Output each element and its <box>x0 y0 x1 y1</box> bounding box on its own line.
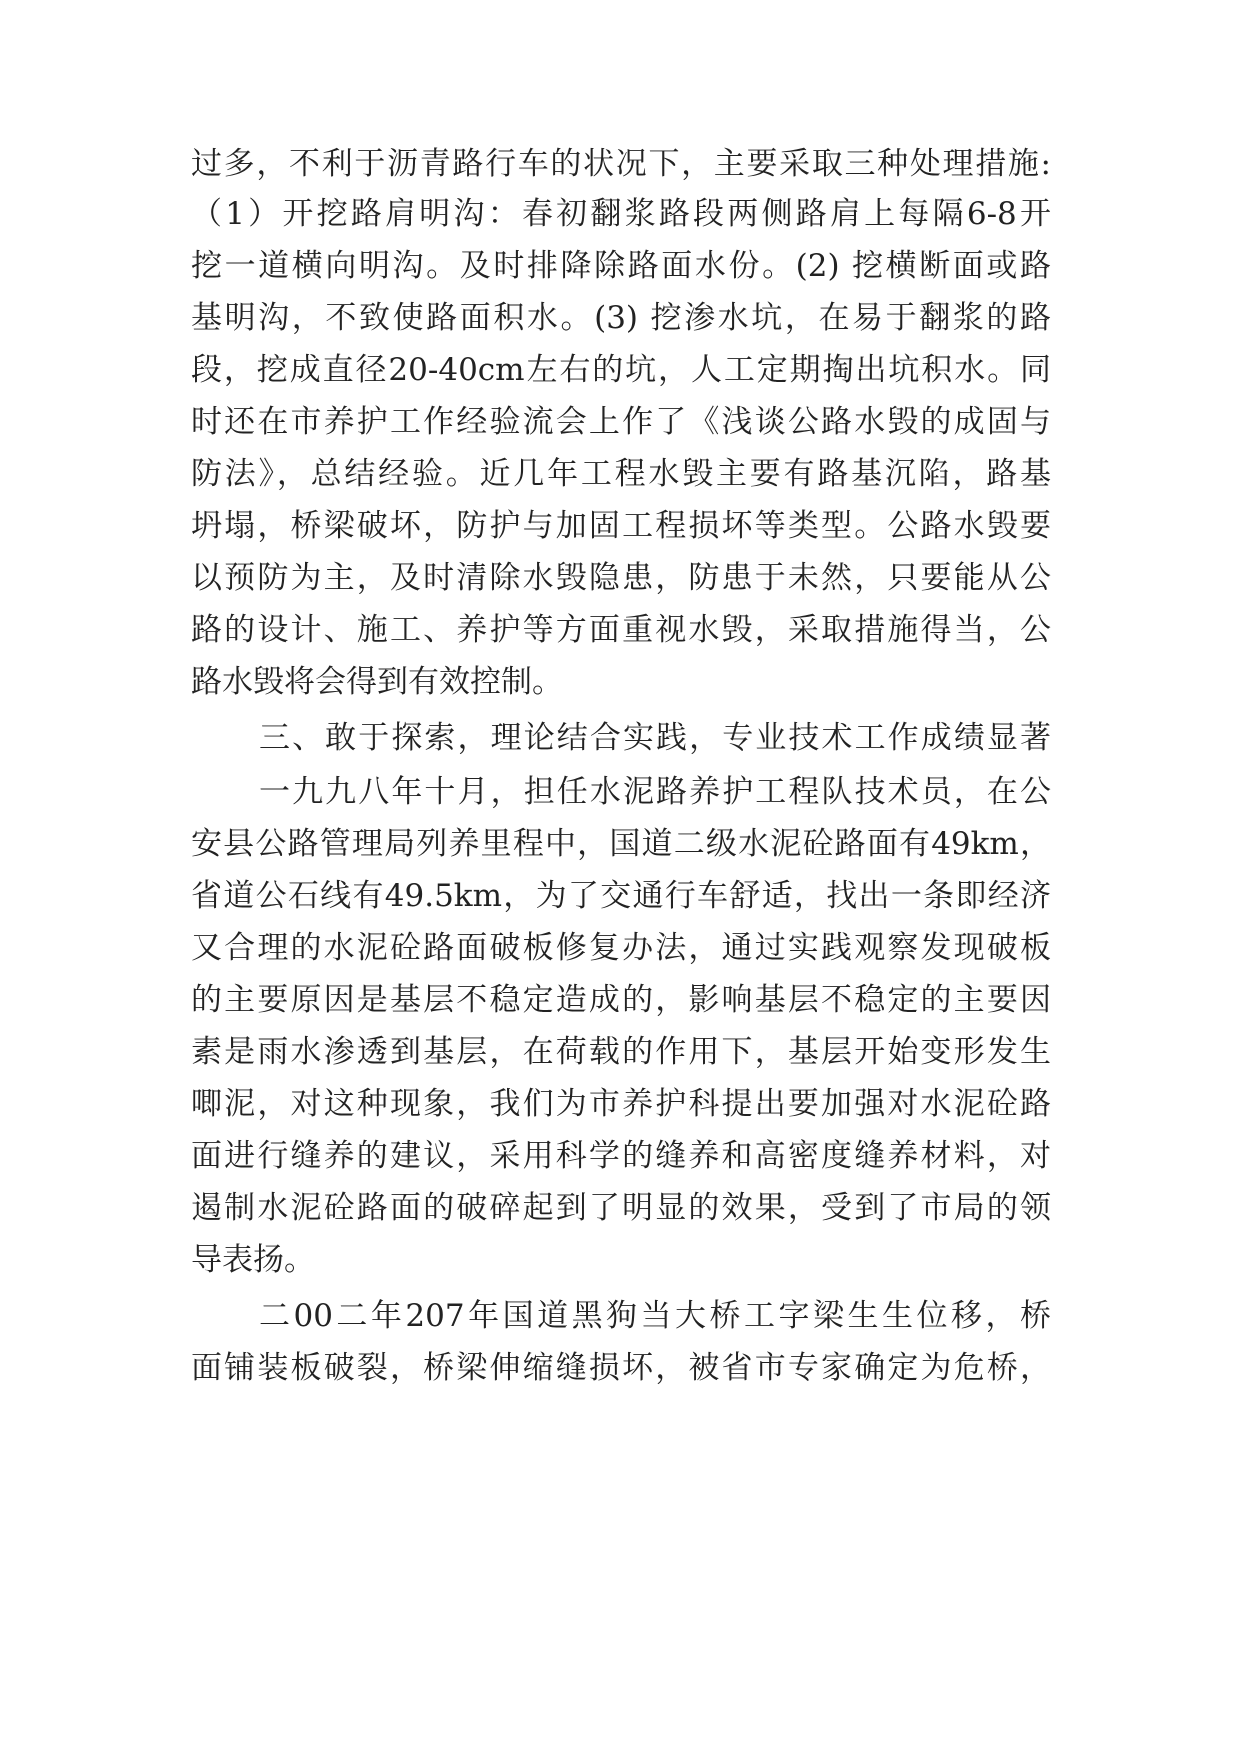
text-line-18: 素是雨水渗透到基层，在荷载的作用下，基层开始变形发生 <box>191 1034 1051 1070</box>
text-line-11: 路水毁将会得到有效控制。 <box>191 664 563 700</box>
text-line-22: 导表扬。 <box>191 1242 315 1278</box>
text-line-10: 路的设计、施工、养护等方面重视水毁，采取措施得当，公 <box>191 612 1051 648</box>
text-line-15: 省道公石线有49.5km，为了交通行车舒适，找出一条即经济 <box>191 878 1051 914</box>
text-line-8: 坍塌，桥梁破坏，防护与加固工程损坏等类型。公路水毁要 <box>191 508 1051 544</box>
text-line-14: 安县公路管理局列养里程中，国道二级水泥砼路面有49km， <box>191 826 1051 862</box>
text-line-1: 过多，不利于沥青路行车的状况下，主要采取三种处理措施: <box>191 146 1051 182</box>
text-line-24: 面铺装板破裂，桥梁伸缩缝损坏，被省市专家确定为危桥， <box>191 1350 1051 1386</box>
section-heading: 三、敢于探索，理论结合实践，专业技术工作成绩显著 <box>259 720 1051 756</box>
text-line-4: 基明沟，不致使路面积水。(3) 挖渗水坑，在易于翻浆的路 <box>191 300 1051 336</box>
text-line-23: 二00二年207年国道黑狗当大桥工字梁生生位移，桥 <box>259 1298 1051 1334</box>
text-line-7: 防法》，总结经验。近几年工程水毁主要有路基沉陷，路基 <box>191 456 1051 492</box>
text-line-2: （1）开挖路肩明沟：春初翻浆路段两侧路肩上每隔6-8开 <box>191 196 1051 232</box>
text-line-17: 的主要原因是基层不稳定造成的，影响基层不稳定的主要因 <box>191 982 1051 1018</box>
text-line-16: 又合理的水泥砼路面破板修复办法，通过实践观察发现破板 <box>191 930 1051 966</box>
text-line-6: 时还在市养护工作经验流会上作了《浅谈公路水毁的成固与 <box>191 404 1051 440</box>
text-line-13: 一九九八年十月，担任水泥路养护工程队技术员，在公 <box>259 774 1051 810</box>
text-line-5: 段，挖成直径20-40cm左右的坑，人工定期掏出坑积水。同 <box>191 352 1051 388</box>
text-line-9: 以预防为主，及时清除水毁隐患，防患于未然，只要能从公 <box>191 560 1051 596</box>
text-line-19: 唧泥，对这种现象，我们为市养护科提出要加强对水泥砼路 <box>191 1086 1051 1122</box>
text-line-3: 挖一道横向明沟。及时排降除路面水份。(2) 挖横断面或路 <box>191 248 1051 284</box>
text-line-21: 遏制水泥砼路面的破碎起到了明显的效果，受到了市局的领 <box>191 1190 1051 1226</box>
text-line-20: 面进行缝养的建议，采用科学的缝养和高密度缝养材料，对 <box>191 1138 1051 1174</box>
